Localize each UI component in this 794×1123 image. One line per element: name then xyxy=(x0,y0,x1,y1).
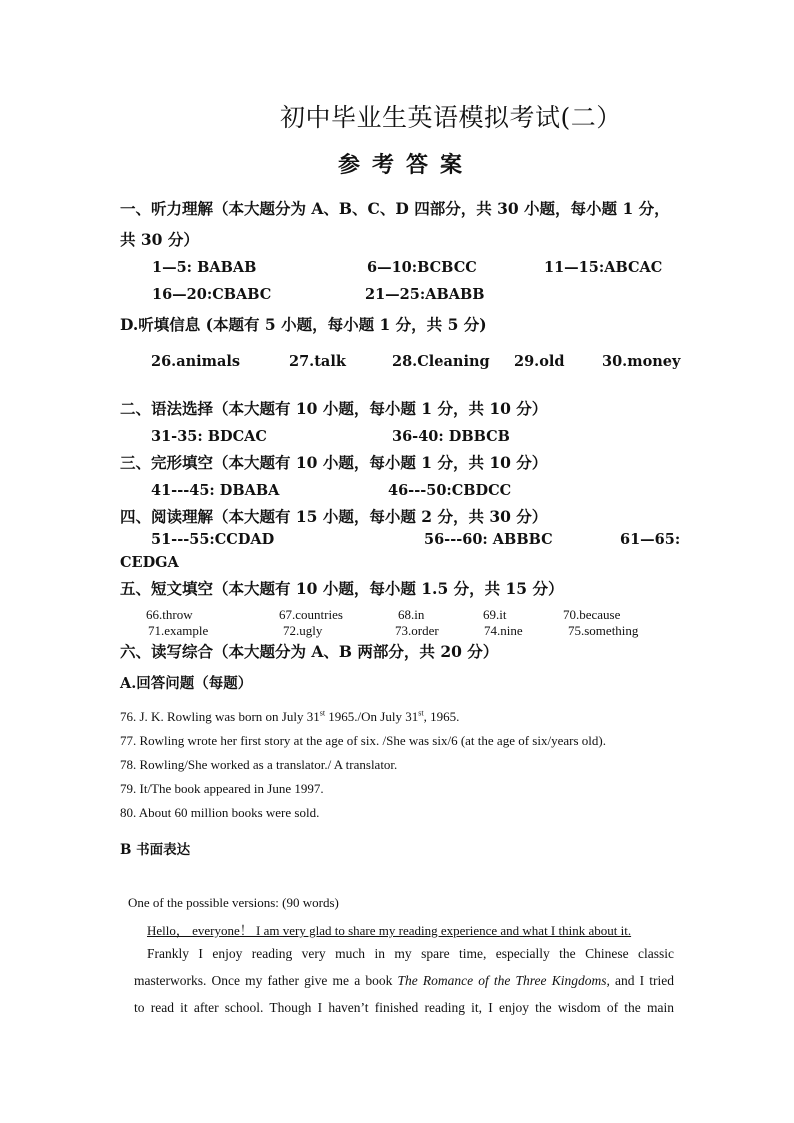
answer-16-20: 16—20:CBABC xyxy=(152,286,272,303)
answer-79: 79. It/The book appeared in June 1997. xyxy=(120,781,324,796)
answer-67: 67.countries xyxy=(279,607,343,622)
section-6-heading: 六、读写综合（本大题分为 A、B 两部分，共 20 分） xyxy=(120,642,499,661)
essay-line-4: to read it after school. Though I haven’t finished reading it, I enjoy the wisdom of the main xyxy=(134,1000,674,1015)
section-2-heading: 二、语法选择（本大题有 10 小题，每小题 1 分，共 10 分） xyxy=(120,399,548,418)
answer-1-5: 1—5: BABAB xyxy=(152,259,257,276)
section-6a-heading: A.回答问题（每题） xyxy=(120,675,253,692)
answer-68: 68.in xyxy=(398,607,425,622)
section-1d-heading: D.听填信息 (本题有 5 小题，每小题 1 分，共 5 分) xyxy=(120,315,487,334)
answer-72: 72.ugly xyxy=(283,623,323,638)
answer-26: 26.animals xyxy=(151,353,241,370)
answer-74: 74.nine xyxy=(484,623,523,638)
answer-61-65: CEDGA xyxy=(120,554,179,571)
answer-56-60: 56---60: ABBBC xyxy=(424,531,553,548)
sample-version-label: One of the possible versions: (90 words) xyxy=(128,895,339,910)
section-1-heading-line1: 一、听力理解（本大题分为 A、B、C、D 四部分，共 30 小题，每小题 1 分， xyxy=(120,199,670,218)
answer-28: 28.Cleaning xyxy=(392,353,490,370)
answer-41-45: 41---45: DBABA xyxy=(151,482,280,499)
answer-21-25: 21—25:ABABB xyxy=(365,286,485,303)
answer-75: 75.something xyxy=(568,623,639,638)
answer-11-15: 11—15:ABCAC xyxy=(544,259,663,276)
answer-51-55: 51---55:CCDAD xyxy=(151,531,275,548)
answer-31-35: 31-35: BDCAC xyxy=(151,428,267,445)
answer-77: 77. Rowling wrote her first story at the age of six. /She was six/6 (at the age of six/years old). xyxy=(120,733,606,748)
essay-line-2: Frankly I enjoy reading very much in my spare time, especially the Chinese classic xyxy=(147,946,674,961)
page-title: 初中毕业生英语模拟考试(二） xyxy=(280,103,622,132)
essay-paragraph-1: Hello， everyone！ I am very glad to share my reading experience and what I think about it. xyxy=(147,923,632,938)
answer-71: 71.example xyxy=(148,623,209,638)
section-3-heading: 三、完形填空（本大题有 10 小题，每小题 1 分，共 10 分） xyxy=(120,453,548,472)
essay-line-3: masterworks. Once my father give me a book The Romance of the Three Kingdoms, and I tried xyxy=(134,973,674,988)
answer-29: 29.old xyxy=(514,353,565,370)
section-6b-heading: B 书面表达 xyxy=(120,842,191,858)
answer-36-40: 36-40: DBBCB xyxy=(392,428,510,445)
answer-66: 66.throw xyxy=(146,607,193,622)
page-subtitle: 参考答案 xyxy=(338,152,475,178)
answer-76: 76. J. K. Rowling was born on July 31st 1965./On July 31st, 1965. xyxy=(120,708,460,724)
answer-78: 78. Rowling/She worked as a translator./ A translator. xyxy=(120,757,398,772)
section-1-heading-line2: 共 30 分） xyxy=(120,230,199,249)
answer-80: 80. About 60 million books were sold. xyxy=(120,805,320,820)
answer-70: 70.because xyxy=(563,607,621,622)
answer-27: 27.talk xyxy=(289,353,346,370)
section-5-heading: 五、短文填空（本大题有 10 小题，每小题 1.5 分，共 15 分） xyxy=(120,579,564,598)
answer-61-65-label: 61—65: xyxy=(620,531,681,548)
answer-69: 69.it xyxy=(483,607,507,622)
answer-6-10: 6—10:BCBCC xyxy=(367,259,477,276)
answer-30: 30.money xyxy=(602,353,681,370)
answer-46-50: 46---50:CBDCC xyxy=(388,482,512,499)
answer-73: 73.order xyxy=(395,623,439,638)
section-4-heading: 四、阅读理解（本大题有 15 小题，每小题 2 分，共 30 分） xyxy=(120,507,548,526)
